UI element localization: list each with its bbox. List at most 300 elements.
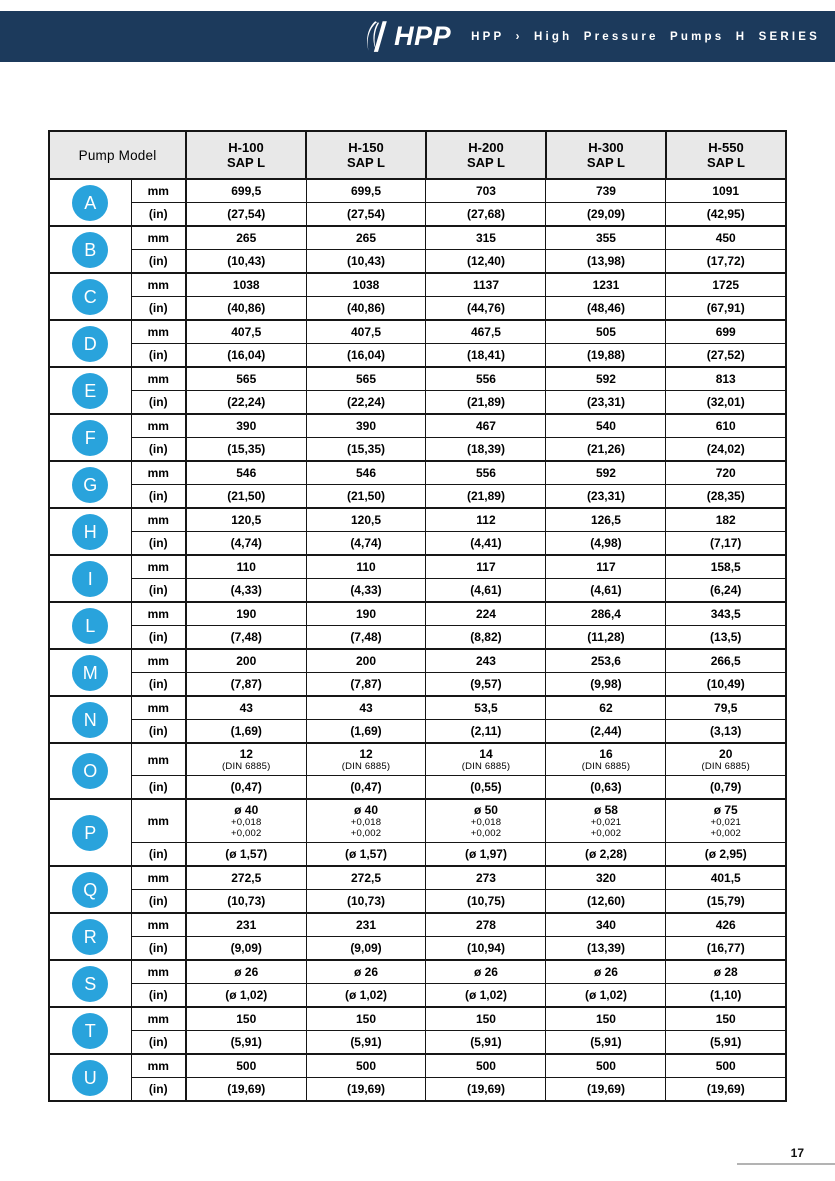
dimension-value xyxy=(186,367,306,391)
dimension-value xyxy=(186,579,306,603)
dimension-value-line: +0,002 xyxy=(590,828,622,839)
dimension-value-line: (23,31) xyxy=(586,395,625,409)
dimension-value-line: 500 xyxy=(595,1059,616,1073)
dimension-value-line: 286,4 xyxy=(590,607,621,621)
unit-label-mm: mm xyxy=(131,179,186,203)
dimension-value xyxy=(306,297,426,321)
dimension-value-line: 14 xyxy=(479,747,493,761)
dimension-value xyxy=(306,673,426,697)
column-variant-label: SAP L xyxy=(346,155,386,170)
row-letter-badge: M xyxy=(72,655,108,691)
dimension-value xyxy=(546,179,666,203)
column-model-label: H-200 xyxy=(468,140,504,155)
dimension-value-line: (12,60) xyxy=(586,894,625,908)
dimension-value xyxy=(306,320,426,344)
row-letter-cell xyxy=(49,649,131,696)
unit-label-in: (in) xyxy=(131,438,186,462)
column-model-label: H-100 xyxy=(228,140,264,155)
table-row-Q-in xyxy=(49,890,786,914)
dimension-value xyxy=(546,913,666,937)
table-row-E-in xyxy=(49,391,786,415)
dimension-value-line: 272,5 xyxy=(231,871,262,885)
dimension-value-line: (10,75) xyxy=(466,894,505,908)
dimension-value xyxy=(426,843,546,867)
dimension-value-line: (7,87) xyxy=(350,677,382,691)
dimension-value xyxy=(666,438,786,462)
dimension-value xyxy=(666,696,786,720)
dimension-value-line: (ø 1,02) xyxy=(344,988,387,1002)
dimension-value-line: (19,69) xyxy=(227,1082,266,1096)
dimension-value-line: 699,5 xyxy=(350,184,381,198)
dimension-value xyxy=(426,485,546,509)
dimension-value xyxy=(426,203,546,227)
dimension-value xyxy=(546,866,666,890)
dimension-value-line: (19,69) xyxy=(586,1082,625,1096)
row-letter-badge: R xyxy=(72,919,108,955)
dimension-value xyxy=(426,297,546,321)
row-letter-badge: S xyxy=(72,966,108,1002)
table-row-C-in xyxy=(49,297,786,321)
row-letter-cell xyxy=(49,799,131,866)
dimension-value xyxy=(666,626,786,650)
dimension-value-line: (19,69) xyxy=(706,1082,745,1096)
unit-label-in: (in) xyxy=(131,250,186,274)
dimension-value xyxy=(546,1054,666,1078)
row-letter-cell xyxy=(49,696,131,743)
dimension-value xyxy=(306,696,426,720)
table-row-I-mm xyxy=(49,555,786,579)
unit-label-in: (in) xyxy=(131,673,186,697)
dimension-value-line: 546 xyxy=(236,466,257,480)
dimension-value xyxy=(546,776,666,800)
dimension-value xyxy=(426,913,546,937)
dimension-value-line: (42,95) xyxy=(706,207,745,221)
dimension-value xyxy=(306,532,426,556)
dimension-value-line: (15,79) xyxy=(706,894,745,908)
dimension-value-line: (22,24) xyxy=(227,395,266,409)
table-row-R-mm xyxy=(49,913,786,937)
dimension-value-line: (24,02) xyxy=(706,442,745,456)
unit-label-mm: mm xyxy=(131,273,186,297)
dimension-value-line: 12 xyxy=(359,747,373,761)
dimension-value xyxy=(186,391,306,415)
dimension-value xyxy=(186,890,306,914)
dimension-value xyxy=(186,297,306,321)
dimension-value-line: (27,52) xyxy=(706,348,745,362)
column-header-H-100 xyxy=(186,131,306,179)
row-letter-badge: I xyxy=(72,561,108,597)
dimension-value-line: 273 xyxy=(475,871,496,885)
dimension-value xyxy=(666,720,786,744)
dimension-value-line: (12,40) xyxy=(466,254,505,268)
dimension-value-line: (10,73) xyxy=(346,894,385,908)
dimension-value xyxy=(186,438,306,462)
dimension-value-line: (27,54) xyxy=(346,207,385,221)
dimension-value-line: 117 xyxy=(476,560,496,574)
column-variant-label: SAP L xyxy=(706,155,745,170)
table-row-C-mm xyxy=(49,273,786,297)
dimension-value xyxy=(666,984,786,1008)
table-row-F-in xyxy=(49,438,786,462)
dimension-value xyxy=(546,843,666,867)
dimension-value xyxy=(666,890,786,914)
dimension-value-line: (5,91) xyxy=(230,1035,262,1049)
dimension-value-line: (ø 1,02) xyxy=(464,988,507,1002)
dimension-value xyxy=(306,579,426,603)
dimension-value-line: ø 26 xyxy=(473,965,498,979)
dimension-value xyxy=(666,960,786,984)
unit-label-in: (in) xyxy=(131,344,186,368)
dimension-value xyxy=(546,344,666,368)
unit-label-in: (in) xyxy=(131,890,186,914)
table-row-T-mm xyxy=(49,1007,786,1031)
dimension-value-line: +0,021 xyxy=(710,817,741,828)
row-letter-badge: L xyxy=(72,608,108,644)
dimension-value-line: 16 xyxy=(599,747,613,761)
row-letter-cell xyxy=(49,960,131,1007)
dimension-value xyxy=(666,250,786,274)
dimension-value xyxy=(306,626,426,650)
dimension-value xyxy=(186,1054,306,1078)
dimension-value xyxy=(666,866,786,890)
dimension-value xyxy=(186,960,306,984)
dimension-value-line: 565 xyxy=(355,372,376,386)
dimension-value-line: 699 xyxy=(715,325,736,339)
dimension-value-line: 278 xyxy=(475,918,496,932)
dimension-value-line: 272,5 xyxy=(350,871,381,885)
table-row-F-mm xyxy=(49,414,786,438)
unit-label-in: (in) xyxy=(131,776,186,800)
dimension-value xyxy=(306,1007,426,1031)
dimension-value xyxy=(186,414,306,438)
dimension-value xyxy=(306,649,426,673)
dimension-value-line: (10,73) xyxy=(227,894,266,908)
dimension-value xyxy=(546,297,666,321)
column-model-label: H-300 xyxy=(588,140,624,155)
dimension-value-line: (67,91) xyxy=(706,301,745,315)
dimension-value-line: ø 26 xyxy=(593,965,618,979)
column-variant-label: SAP L xyxy=(226,155,266,170)
dimension-value xyxy=(426,696,546,720)
table-row-T-in xyxy=(49,1031,786,1055)
dimension-value-line: 110 xyxy=(236,560,256,574)
dimension-value-line: (19,69) xyxy=(466,1082,505,1096)
dimension-value xyxy=(426,890,546,914)
dimension-value xyxy=(186,532,306,556)
dimension-value-line: 190 xyxy=(236,607,257,621)
row-letter-cell xyxy=(49,367,131,414)
row-letter-cell xyxy=(49,508,131,555)
dimension-value-line: (13,98) xyxy=(586,254,625,268)
dimension-value xyxy=(426,250,546,274)
dimension-value xyxy=(666,649,786,673)
dimension-value-line: (18,41) xyxy=(466,348,505,362)
unit-label-in: (in) xyxy=(131,720,186,744)
table-row-L-mm xyxy=(49,602,786,626)
dimension-value xyxy=(186,602,306,626)
dimension-value xyxy=(186,344,306,368)
unit-label-in: (in) xyxy=(131,843,186,867)
dimension-value-line: (19,69) xyxy=(346,1082,385,1096)
dimension-value xyxy=(306,1031,426,1055)
dimension-value-line: (21,50) xyxy=(346,489,385,503)
dimension-value xyxy=(186,179,306,203)
dimension-value xyxy=(426,226,546,250)
row-letter-badge: A xyxy=(72,185,108,221)
dimension-value-line: (23,31) xyxy=(586,489,625,503)
dimension-value-line: 12 xyxy=(239,747,253,761)
dimension-value xyxy=(306,438,426,462)
dimension-value xyxy=(666,1007,786,1031)
dimension-value-line: +0,002 xyxy=(710,828,741,839)
column-variant-label: SAP L xyxy=(466,155,505,170)
dimension-value xyxy=(186,799,306,843)
column-model-label: H-550 xyxy=(708,140,744,155)
dimension-value xyxy=(666,485,786,509)
dimension-value xyxy=(186,913,306,937)
dimension-value-line: (4,74) xyxy=(230,536,262,550)
dimension-value-line: (9,98) xyxy=(590,677,622,691)
dimensions-table xyxy=(48,130,787,1102)
row-letter-badge: T xyxy=(72,1013,108,1049)
dimension-value xyxy=(186,984,306,1008)
dimension-value-line: (4,33) xyxy=(350,583,382,597)
dimension-value-line: 20 xyxy=(719,747,733,761)
table-row-R-in xyxy=(49,937,786,961)
series-title: HPP › High Pressure Pumps H SERIES xyxy=(471,30,820,43)
dimension-value xyxy=(666,913,786,937)
dimension-value xyxy=(666,743,786,776)
dimension-value xyxy=(426,960,546,984)
dimension-value xyxy=(186,1031,306,1055)
dimension-value-line: 200 xyxy=(355,654,376,668)
dimension-value-line: 224 xyxy=(475,607,496,621)
dimension-value-line: (8,82) xyxy=(470,630,502,644)
dimension-value xyxy=(426,866,546,890)
dimension-value xyxy=(306,743,426,776)
table-row-N-mm xyxy=(49,696,786,720)
column-model-label: H-150 xyxy=(348,140,384,155)
dimension-value xyxy=(186,226,306,250)
dimension-value xyxy=(186,776,306,800)
row-letter-badge: Q xyxy=(72,872,108,908)
dimension-value-line: (ø 2,28) xyxy=(584,847,627,861)
dimension-value xyxy=(426,1054,546,1078)
dimension-value xyxy=(666,555,786,579)
dimension-value-line: (7,48) xyxy=(230,630,262,644)
dimension-value-line: (ø 1,97) xyxy=(464,847,507,861)
dimension-value xyxy=(426,179,546,203)
unit-label-in: (in) xyxy=(131,297,186,321)
dimension-value-line: (7,17) xyxy=(710,536,742,550)
dimension-value-line: (40,86) xyxy=(227,301,266,315)
dimension-value xyxy=(306,799,426,843)
dimension-value xyxy=(186,320,306,344)
unit-label-in: (in) xyxy=(131,1031,186,1055)
dimension-value-line: 126,5 xyxy=(590,513,621,527)
dimension-value-line: 703 xyxy=(475,184,496,198)
dimension-value xyxy=(426,649,546,673)
row-letter-badge: N xyxy=(72,702,108,738)
dimension-value-line: (0,47) xyxy=(350,780,382,794)
table-row-U-mm xyxy=(49,1054,786,1078)
dimension-value-line: (21,89) xyxy=(466,489,505,503)
dimension-value-line: 315 xyxy=(475,231,496,245)
dimension-value-line: (10,94) xyxy=(466,941,505,955)
dimension-value xyxy=(546,1078,666,1102)
row-letter-cell xyxy=(49,913,131,960)
dimension-value-line: (5,91) xyxy=(710,1035,742,1049)
dimension-value xyxy=(666,226,786,250)
unit-label-in: (in) xyxy=(131,1078,186,1102)
table-row-H-mm xyxy=(49,508,786,532)
dimension-value xyxy=(306,960,426,984)
dimension-value-line: (15,35) xyxy=(227,442,266,456)
dimension-value-line: (ø 1,02) xyxy=(584,988,627,1002)
dimension-value xyxy=(306,890,426,914)
dimension-value-line: ø 58 xyxy=(593,803,618,817)
row-letter-cell xyxy=(49,555,131,602)
table-row-S-in xyxy=(49,984,786,1008)
dimension-value-line: +0,018 xyxy=(230,817,262,828)
dimension-value-line: 243 xyxy=(475,654,496,668)
dimension-value-line: 200 xyxy=(236,654,257,668)
dimension-value xyxy=(186,720,306,744)
unit-label-mm: mm xyxy=(131,1054,186,1078)
dimension-value xyxy=(666,344,786,368)
unit-label-in: (in) xyxy=(131,937,186,961)
dimension-value xyxy=(186,1078,306,1102)
dimension-value xyxy=(546,626,666,650)
row-letter-cell xyxy=(49,320,131,367)
dimension-value xyxy=(306,273,426,297)
dimension-value xyxy=(306,485,426,509)
dimension-value-line: 546 xyxy=(355,466,376,480)
dimension-value xyxy=(186,508,306,532)
dimension-value xyxy=(546,673,666,697)
dimension-value-line: (10,43) xyxy=(227,254,266,268)
dimension-value xyxy=(666,799,786,843)
dimension-value-line: (15,35) xyxy=(346,442,385,456)
dimension-value-line: (DIN 6885) xyxy=(581,761,631,772)
dimension-value xyxy=(666,1031,786,1055)
dimension-value-line: (32,01) xyxy=(706,395,745,409)
column-header-H-200 xyxy=(426,131,546,179)
dimension-value xyxy=(426,320,546,344)
dimension-value-line: 739 xyxy=(595,184,616,198)
dimension-value xyxy=(306,179,426,203)
table-row-D-in xyxy=(49,344,786,368)
dimension-value-line: 231 xyxy=(236,918,257,932)
row-letter-cell xyxy=(49,1007,131,1054)
table-row-P-mm xyxy=(49,799,786,843)
dimension-value xyxy=(426,937,546,961)
unit-label-mm: mm xyxy=(131,555,186,579)
row-letter-badge: D xyxy=(72,326,108,362)
column-header-H-300 xyxy=(546,131,666,179)
dimension-value-line: (21,89) xyxy=(466,395,505,409)
dimension-value-line: 110 xyxy=(356,560,376,574)
dimension-value-line: 540 xyxy=(595,419,616,433)
dimension-value-line: (27,54) xyxy=(227,207,266,221)
dimension-value xyxy=(546,890,666,914)
table-row-U-in xyxy=(49,1078,786,1102)
dimension-value-line: ø 40 xyxy=(234,803,259,817)
dimension-value xyxy=(666,673,786,697)
table-header-row xyxy=(49,131,786,179)
dimension-value xyxy=(666,579,786,603)
dimension-value-line: (4,74) xyxy=(350,536,382,550)
dimension-value-line: (16,04) xyxy=(346,348,385,362)
dimension-value xyxy=(306,508,426,532)
dimension-value-line: (4,33) xyxy=(230,583,262,597)
unit-label-mm: mm xyxy=(131,799,186,843)
table-row-G-in xyxy=(49,485,786,509)
dimension-value-line: (13,39) xyxy=(586,941,625,955)
row-letter-badge: E xyxy=(72,373,108,409)
dimension-value-line: (1,69) xyxy=(350,724,382,738)
dimension-value xyxy=(546,461,666,485)
dimension-value xyxy=(666,273,786,297)
dimension-value xyxy=(306,461,426,485)
dimension-value-line: 450 xyxy=(715,231,736,245)
dimension-value xyxy=(546,984,666,1008)
dimension-value-line: 390 xyxy=(236,419,257,433)
dimension-value xyxy=(546,1007,666,1031)
row-letter-badge: P xyxy=(72,815,108,851)
dimension-value-line: (9,09) xyxy=(350,941,382,955)
dimension-value xyxy=(546,203,666,227)
dimension-value-line: 1231 xyxy=(592,278,620,292)
dimension-value-line: 355 xyxy=(595,231,616,245)
dimension-value xyxy=(546,960,666,984)
dimension-value xyxy=(426,273,546,297)
dimension-value-line: ø 26 xyxy=(234,965,259,979)
unit-label-mm: mm xyxy=(131,866,186,890)
table-row-G-mm xyxy=(49,461,786,485)
dimension-value xyxy=(186,461,306,485)
dimension-value xyxy=(546,1031,666,1055)
dimension-value-line: +0,002 xyxy=(470,828,502,839)
dimension-value xyxy=(666,367,786,391)
unit-label-mm: mm xyxy=(131,649,186,673)
dimension-value xyxy=(186,273,306,297)
dimension-value-line: 610 xyxy=(715,419,736,433)
dimension-value-line: 592 xyxy=(595,372,616,386)
dimension-value xyxy=(426,673,546,697)
unit-label-mm: mm xyxy=(131,226,186,250)
dimension-value-line: 1091 xyxy=(712,184,740,198)
dimension-value xyxy=(666,508,786,532)
dimension-value xyxy=(666,1078,786,1102)
dimension-value-line: 62 xyxy=(599,701,613,715)
dimension-value xyxy=(546,273,666,297)
dimension-value xyxy=(426,461,546,485)
dimension-value-line: +0,018 xyxy=(470,817,502,828)
unit-label-mm: mm xyxy=(131,743,186,776)
dimension-value xyxy=(306,984,426,1008)
dimension-value xyxy=(546,367,666,391)
dimension-value-line: (4,61) xyxy=(590,583,622,597)
dimension-value xyxy=(426,743,546,776)
unit-label-mm: mm xyxy=(131,696,186,720)
dimension-value-line: 190 xyxy=(355,607,376,621)
dimension-value-line: (18,39) xyxy=(466,442,505,456)
dimension-value xyxy=(186,1007,306,1031)
dimension-value-line: 320 xyxy=(595,871,616,885)
unit-label-in: (in) xyxy=(131,579,186,603)
unit-label-in: (in) xyxy=(131,984,186,1008)
